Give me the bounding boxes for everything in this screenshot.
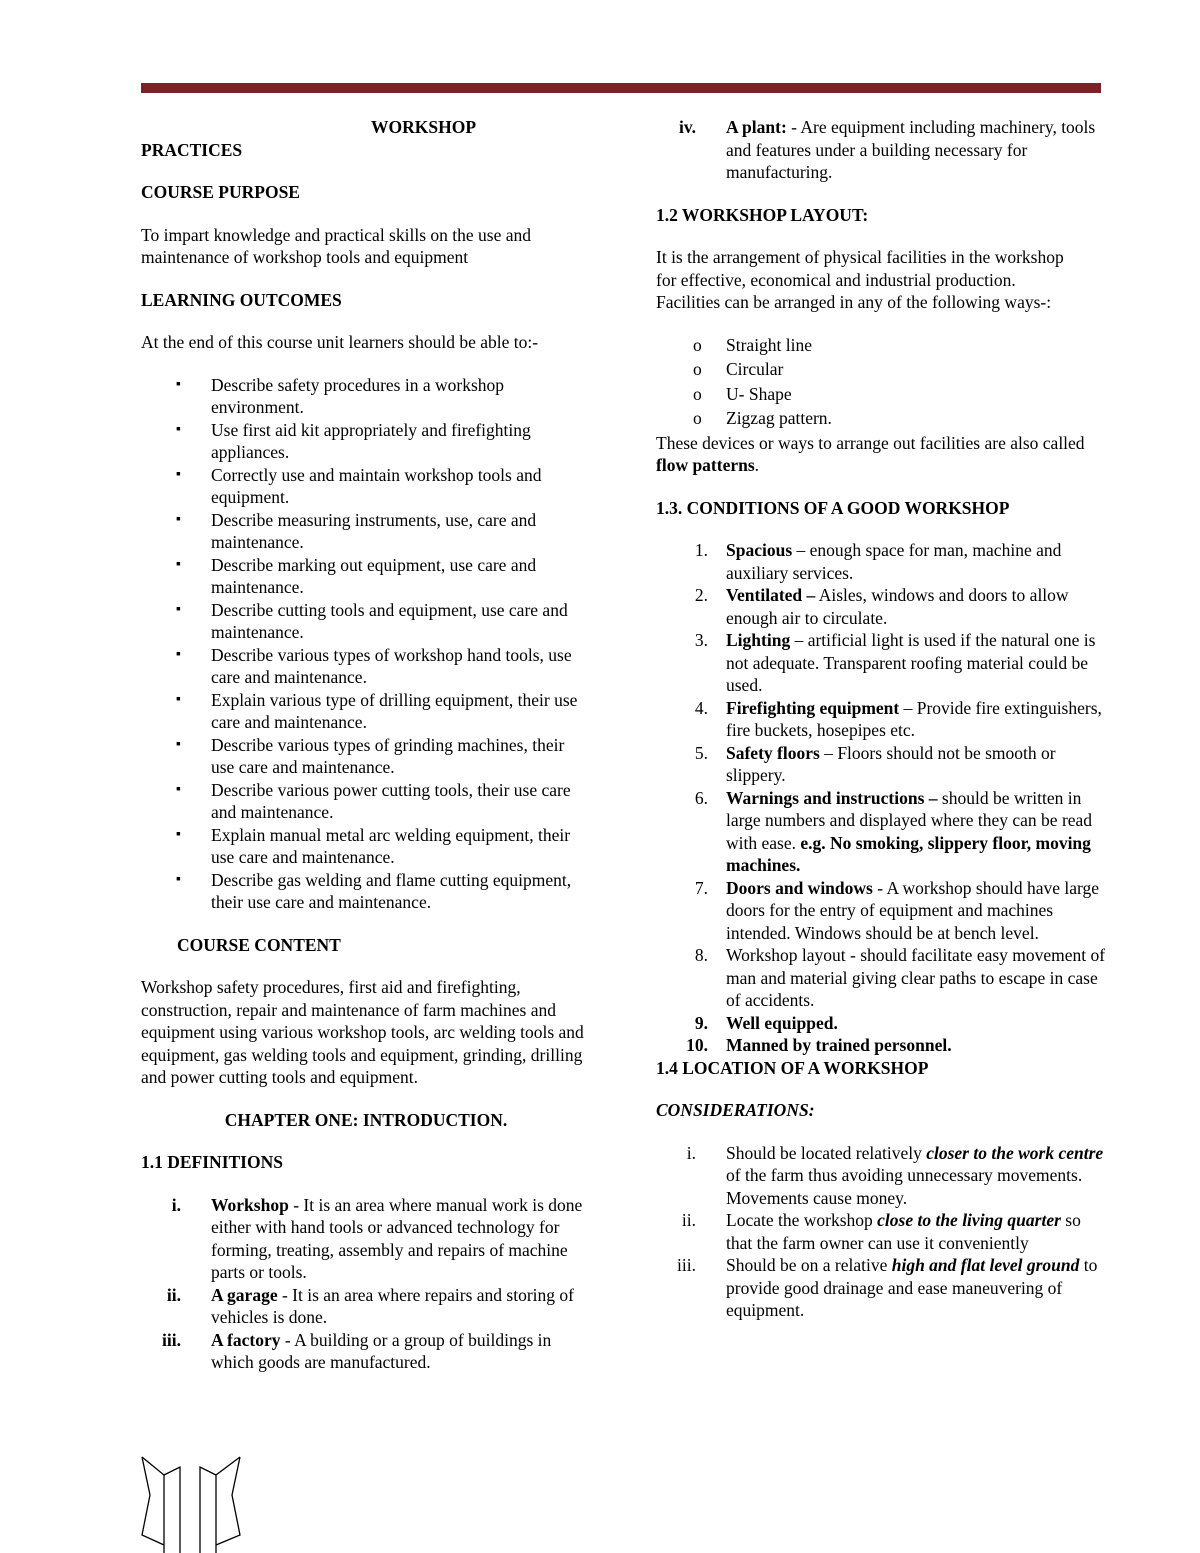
circle-bullet-icon: o (693, 383, 702, 404)
consideration-marker: i. (686, 1142, 696, 1163)
condition-text: - A workshop should have large doors for the entry of equipment and machines intended. Windows should be at bench level. (726, 877, 1100, 943)
condition-term: Doors and windows (726, 877, 873, 898)
condition-text: – enough space for man, machine and auxiliary services. (726, 540, 1062, 583)
list-item: ▪ Use first aid kit appropriately and firefighting appliances. (141, 419, 591, 464)
considerations-subheading: CONSIDERATIONS: (656, 1100, 815, 1120)
list-item: ▪ Describe various types of grinding machines, their use care and maintenance. (141, 734, 591, 779)
list-item (656, 407, 1106, 430)
condition-term: Manned by trained personnel. (726, 1035, 952, 1055)
layout-after-text-end: . (754, 455, 760, 475)
condition-text: – Provide fire extinguishers, fire buckets, hosepipes etc. (726, 697, 1102, 740)
condition-term: Firefighting equipment (726, 697, 900, 718)
chapter-heading: CHAPTER ONE: INTRODUCTION. (224, 1109, 508, 1130)
condition-marker: 8. (694, 945, 708, 965)
condition-item (656, 1034, 1106, 1057)
title-line-2: PRACTICES (141, 139, 243, 160)
list-item: ▪ Describe gas welding and flame cutting equipment, their use care and maintenance. (141, 869, 591, 914)
condition-item (656, 944, 1106, 1012)
consideration-item (656, 1209, 1106, 1254)
header-rule (141, 83, 1101, 93)
condition-marker: 6. (694, 787, 708, 808)
consideration-text-a: Locate the workshop (726, 1210, 878, 1230)
layout-after-text (656, 432, 1096, 477)
consideration-text-c: of the farm thus avoiding unnecessary movements. Movements cause money. (726, 1165, 1083, 1208)
course-content-heading: COURSE CONTENT (177, 934, 341, 955)
list-item: ▪ Correctly use and maintain workshop tools and equipment. (141, 464, 591, 509)
condition-term: Well equipped. (726, 1012, 838, 1033)
definition-item (141, 1194, 591, 1284)
list-item (656, 358, 1106, 381)
list-item: ▪ Explain various type of drilling equipment, their use care and maintenance. (141, 689, 591, 734)
condition-term: Safety floors (726, 742, 820, 763)
condition-marker: 5. (694, 742, 708, 763)
course-content-text: Workshop safety procedures, first aid and firefighting, construction, repair and maintenance of farm machines and equipment using various workshop tools, arc welding tools and equipment, gas welding tools and equipment, grinding, drilling and power cutting tools and equipment. (141, 977, 584, 1087)
definition-marker: ii. (166, 1284, 181, 1305)
consideration-item (656, 1254, 1106, 1322)
condition-text: – artificial light is used if the natural one is not adequate. Transparent roofing material could be used. (726, 630, 1096, 695)
left-column (141, 116, 591, 1374)
condition-text: – Floors should not be smooth or slippery. (726, 742, 1056, 785)
layout-heading: 1.2 WORKSHOP LAYOUT: (656, 204, 869, 225)
flow-patterns-term: flow patterns (656, 455, 755, 475)
list-item-label: Circular (726, 359, 784, 379)
condition-marker: 4. (694, 697, 708, 718)
learning-outcomes-intro: At the end of this course unit learners should be able to:- (141, 332, 539, 352)
definitions-heading: 1.1 DEFINITIONS (141, 1152, 283, 1172)
consideration-emphasis: high and flat level ground (891, 1255, 1080, 1275)
course-purpose-text: To impart knowledge and practical skills on the use and maintenance of workshop tools and equipment (141, 224, 531, 267)
list-item (656, 334, 1106, 357)
definition-text: - It is an area where manual work is done either with hand tools or advanced technology for forming, treating, assembly and repairs of machine parts or tools. (211, 1194, 583, 1282)
consideration-text-a: Should be on a relative (726, 1255, 892, 1275)
condition-marker: 9. (694, 1012, 708, 1033)
condition-marker: 3. (694, 630, 708, 650)
list-item: ▪ Describe various types of workshop hand tools, use care and maintenance. (141, 644, 591, 689)
definition-text: - Are equipment including machinery, tools and features under a building necessary for manufacturing. (726, 117, 1096, 182)
condition-marker: 7. (694, 877, 708, 898)
conditions-list (656, 539, 1106, 1057)
condition-text: Workshop layout - should facilitate easy movement of man and material giving clear paths to escape in case of accidents. (726, 945, 1106, 1010)
list-item: ▪ Describe marking out equipment, use care and maintenance. (141, 554, 591, 599)
layout-text: It is the arrangement of physical facilities in the workshop for effective, economical and industrial production. Facilities can be arranged in any of the following ways-: (656, 247, 1064, 312)
learning-outcomes-heading: LEARNING OUTCOMES (141, 289, 342, 310)
layout-patterns-list (656, 334, 1106, 430)
definition-term: A plant: (726, 117, 787, 137)
consideration-emphasis: closer to the work centre (926, 1142, 1104, 1163)
consideration-marker: iii. (677, 1255, 696, 1275)
definition-text: - It is an area where repairs and storing of vehicles is done. (211, 1284, 574, 1327)
list-item-label: Zigzag pattern. (726, 408, 832, 428)
definition-item (141, 1329, 591, 1374)
consideration-text-a: Should be located relatively (726, 1142, 927, 1163)
definition-item (656, 116, 1106, 184)
definition-marker: iii. (162, 1329, 181, 1350)
right-column (656, 116, 1106, 1322)
condition-item (656, 742, 1106, 787)
condition-item (656, 1012, 1106, 1035)
definition-term: A factory (211, 1329, 281, 1350)
definition-term: Workshop (211, 1194, 289, 1215)
title-line-1: WORKSHOP (371, 117, 477, 137)
definitions-list-continued (656, 116, 1106, 184)
course-purpose-heading: COURSE PURPOSE (141, 182, 300, 202)
list-item: ▪ Describe cutting tools and equipment, use care and maintenance. (141, 599, 591, 644)
definition-item (141, 1284, 591, 1329)
circle-bullet-icon: o (693, 408, 702, 428)
list-item: ▪ Describe measuring instruments, use, care and maintenance. (141, 509, 591, 554)
list-item-label: U- Shape (726, 383, 792, 404)
condition-item (656, 787, 1106, 877)
condition-term: Spacious (726, 540, 793, 560)
learning-outcomes-list (141, 374, 591, 914)
condition-term: Ventilated – (726, 585, 816, 605)
page-logo-icon (140, 1455, 242, 1553)
condition-examples: e.g. No smoking, slippery floor, moving machines. (726, 832, 1091, 875)
considerations-list (656, 1142, 1106, 1322)
list-item: ▪ Explain manual metal arc welding equipment, their use care and maintenance. (141, 824, 591, 869)
list-item-label: Straight line (726, 334, 813, 355)
definition-term: A garage (211, 1284, 278, 1305)
consideration-emphasis: close to the living quarter (877, 1210, 1061, 1230)
circle-bullet-icon: o (693, 334, 702, 355)
location-heading: 1.4 LOCATION OF A WORKSHOP (656, 1057, 929, 1078)
conditions-heading: 1.3. CONDITIONS OF A GOOD WORKSHOP (656, 497, 1010, 518)
definition-text: - A building or a group of buildings in which goods are manufactured. (211, 1329, 552, 1372)
consideration-marker: ii. (681, 1210, 696, 1230)
condition-marker: 2. (694, 585, 708, 605)
consideration-text-c: to provide good drainage and ease maneuvering of equipment. (726, 1255, 1098, 1320)
layout-after-text-lead: These devices or ways to arrange out facilities are also called (656, 432, 1085, 453)
condition-item (656, 539, 1106, 584)
condition-item (656, 629, 1106, 697)
condition-text: Aisles, windows and doors to allow enough air to circulate. (726, 585, 1069, 628)
list-item (656, 383, 1106, 406)
condition-term: Warnings and instructions – (726, 787, 938, 808)
consideration-text-c: so that the farm owner can use it conveniently (726, 1210, 1081, 1253)
condition-term: Lighting (726, 630, 791, 650)
circle-bullet-icon: o (693, 359, 702, 379)
condition-marker: 10. (686, 1035, 708, 1055)
list-item: ▪ Describe various power cutting tools, their use care and maintenance. (141, 779, 591, 824)
condition-item (656, 584, 1106, 629)
definition-marker: iv. (678, 117, 696, 137)
condition-item (656, 877, 1106, 945)
consideration-item (656, 1142, 1106, 1210)
condition-marker: 1. (694, 540, 708, 560)
condition-item (656, 697, 1106, 742)
list-item: ▪ Describe safety procedures in a workshop environment. (141, 374, 591, 419)
definitions-list (141, 1194, 591, 1374)
definition-marker: i. (171, 1194, 181, 1215)
condition-text: should be written in large numbers and displayed where they can be read with ease. (726, 787, 1093, 853)
